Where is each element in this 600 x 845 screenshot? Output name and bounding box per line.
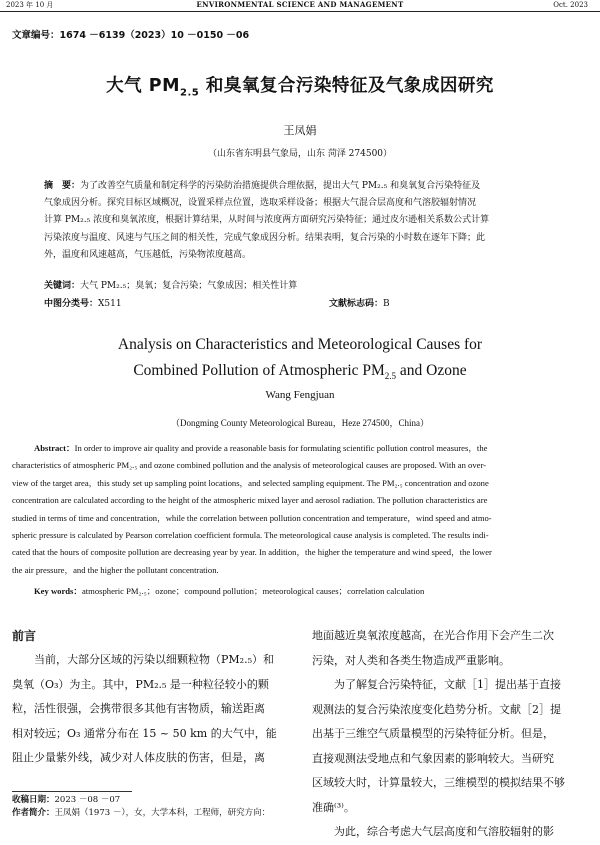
body-line: 当前，大部分区域的污染以细颗粒物（PM₂.₅）和 xyxy=(34,653,274,666)
english-abstract xyxy=(12,440,588,579)
english-abstract-line: view of the target area，this study set up sampling point locations，and selected sampling equipment. The PM₂.₅ concentration and ozone xyxy=(12,477,489,488)
body-line: 粒，活性很强，会携带很多其他有害物质，输送距离 xyxy=(12,702,265,715)
body-line: 为了解复合污染特征，文献［1］提出基于直接 xyxy=(334,678,561,691)
body-line: 阻止少量紫外线，减少对人体皮肤的伤害，但是，离 xyxy=(12,751,265,764)
document-code-label: 文献标志码： xyxy=(329,299,384,309)
body-line: 地面越近臭氧浓度越高，在光合作用下会产生二次 xyxy=(312,629,554,642)
chinese-keywords xyxy=(44,280,564,293)
body-line: 出基于三维空气质量模型的污染特征分析。但是， xyxy=(312,727,554,740)
body-line: 为此，综合考虑大气层高度和气溶胶辐射的影 xyxy=(334,825,554,838)
english-abstract-label: Abstract： xyxy=(34,443,75,453)
english-abstract-line: the air pressure，and the higher the pollutant concentration. xyxy=(12,564,219,575)
chinese-abstract-label: 摘 要： xyxy=(44,181,81,191)
english-abstract-line: spheric pressure is calculated by Pearson correlation coefficient formula. The meteorological cause analysis is completed. The results indi- xyxy=(12,530,489,541)
footnote-received xyxy=(12,794,288,806)
body-line: 准确⁽³⁾。 xyxy=(312,800,355,814)
english-keywords-value: atmospheric PM₂.₅；ozone；compound pollution；meteorological causes；correlation calculation xyxy=(81,586,425,596)
chinese-title-rest: 和臭氧复合污染特征及气象成因研究 xyxy=(199,76,494,96)
english-title xyxy=(0,332,600,389)
body-line: 臭氧（O₃）为主。其中，PM₂.₅ 是一种粒径较小的颗 xyxy=(12,677,269,691)
chinese-abstract-line: 外，温度和风速越高，气压越低，污染物浓度越高。 xyxy=(44,249,252,260)
chinese-title xyxy=(0,72,600,99)
english-author: Wang Fengjuan xyxy=(265,389,335,401)
chinese-abstract-line: 污染浓度与温度、风速与气压之间的相关性，完成气象成因分析。结果表明，复合污染的小时数在逐年下降；此 xyxy=(44,232,486,243)
received-date-label: 收稿日期： xyxy=(12,795,55,805)
author-bio-value: 王凤娟（1973 －），女，大学本科，工程师，研究方向： xyxy=(54,808,271,818)
chinese-title-subscript: 2.5 xyxy=(180,87,200,99)
footnote-divider xyxy=(12,791,132,792)
english-title-line-1: Analysis on Characteristics and Meteorological Causes for xyxy=(117,336,483,353)
classification-row xyxy=(44,298,564,311)
header-date-en: Oct. 2023 xyxy=(553,1,588,9)
english-title-subscript: 2.5 xyxy=(384,371,397,382)
document-code xyxy=(329,298,390,311)
body-line: 污染，对人类和各类生物造成严重影响。 xyxy=(312,653,510,667)
chinese-abstract xyxy=(44,178,564,264)
article-number: 文章编号：1674 －6139（2023）10 －0150 －06 xyxy=(12,30,250,41)
chinese-keywords-value: 大气 PM₂.₅；臭氧；复合污染；气象成因；相关性计算 xyxy=(80,281,298,291)
english-affiliation: （Dongming County Meteorological Bureau，Heze 274500，China） xyxy=(171,418,429,428)
chinese-abstract-line: 气象成因分析。探究目标区域概况，设置采样点位置，选取采样设备；根据大气混合层高度和气溶胶辐射情况 xyxy=(44,198,477,209)
chinese-abstract-line: 摘 要：为了改善空气质量和制定科学的污染防治措施提供合理依据，提出大气 PM₂.₅ 和臭氧复合污染特征及 xyxy=(44,181,481,191)
english-keywords xyxy=(34,585,588,597)
english-abstract-line: characteristics of atmospheric PM₂.₅ and ozone combined pollution and the analysis of meteorological causes are proposed. With an over- xyxy=(12,460,487,471)
english-keywords-label: Key words： xyxy=(34,586,82,596)
chinese-abstract-line: 计算 PM₂.₅ 浓度和臭氧浓度，根据计算结果，从时间与浓度两方面研究污染特征；通过皮尔逊相关系数公式计算 xyxy=(44,215,490,226)
body-line: 相对较远；O₃ 通常分布在 15 ~ 50 km 的大气中，能 xyxy=(12,726,277,740)
received-date-value: 2023 －08 －07 xyxy=(54,795,121,805)
footnote-author-bio xyxy=(12,807,288,819)
chinese-affiliation: （山东省东明县气象局，山东 菏泽 274500） xyxy=(207,149,393,159)
chinese-author: 王凤娟 xyxy=(283,124,317,137)
body-left-column xyxy=(12,624,288,771)
header-journal-name: ENVIRONMENTAL SCIENCE AND MANAGEMENT xyxy=(196,0,404,9)
header-date-cn: 2023 年 10 月 xyxy=(6,1,54,9)
author-bio-label: 作者简介： xyxy=(12,808,55,818)
chinese-title-main: 大气 PM xyxy=(106,76,181,96)
class-number-label: 中图分类号： xyxy=(44,299,99,309)
running-header xyxy=(0,0,600,12)
english-title-line-2: Combined Pollution of Atmospheric $PM_{2.5}$ and Ozone xyxy=(133,362,467,382)
english-abstract-line: studied in terms of time and concentration，while the correlation between pollution concentration and temperature，wind speed and atmo- xyxy=(12,512,492,523)
document-code-value: B xyxy=(383,299,390,309)
class-number-value: X511 xyxy=(98,299,122,309)
body-line: 区域较大时，计算量较大，三维模型的模拟结果不够 xyxy=(312,776,565,789)
chinese-keywords-label: 关键词： xyxy=(44,281,81,291)
body-line: 观测法的复合污染浓度变化趋势分析。文献［2］提 xyxy=(312,702,561,716)
section-heading-preface: 前言 xyxy=(12,629,37,643)
body-line: 直接观测法受地点和气象因素的影响较大。当研究 xyxy=(312,751,554,765)
english-abstract-line: Abstract：In order to improve air quality and provide a reasonable basis for formulating scientific pollution control measures，the xyxy=(34,443,488,453)
english-abstract-line: cated that the hours of composite pollution are decreasing year by year. In addition，the higher the temperature and wind speed，the lower xyxy=(12,547,492,558)
body-right-column xyxy=(312,624,588,845)
english-abstract-line: concentration are calculated according to the height of the atmospheric mixed layer and aerosol radiation. The pollution characteristics are xyxy=(12,495,488,506)
